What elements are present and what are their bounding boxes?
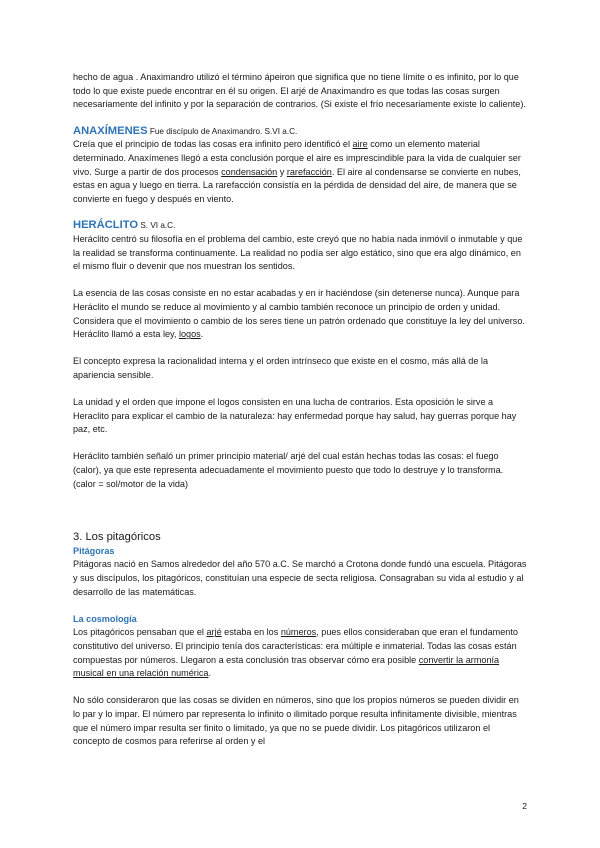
cosmologia-title: La cosmología [73,613,137,624]
pitagoras-title: Pitágoras [73,545,115,556]
anaximenes-name: ANAXÍMENES [73,124,148,137]
cosmologia-paragraph: Los pitagóricos pensaban que el arjé estaba en los números, pues ellos consideraban que eran el fundamento constitutivo del universo. El principio tenía dos características: era múltiple e inmaterial. Todas las cosas están compuestas por números. Llegaron a esta conclusión tras observar cómo era posible convertir la armonía musical en una relación numérica. [73,627,518,679]
anaximenes-heading [73,125,528,139]
heraclito-paragraph-3: El concepto expresa la racionalidad interna y el orden intrínseco que existe en el cosmo, más allá de la apariencia sensible. [73,356,489,380]
term-rarefaccion: rarefacción [286,166,332,177]
heraclito-paragraph-2: La esencia de las cosas consiste en no estar acabadas y en ir haciéndose (sin detenerse nunca). Aunque para Heráclito el mundo se reduce al movimiento y al cambio también reconoce un principio de orden y unidad. Considera que el movimiento o cambio de los seres tiene un patrón ordenado que constituye la ley del universo. Heráclito llamó a esta ley, logos. [73,288,525,340]
heraclito-paragraph-5: Heráclito también señaló un primer principio material/ arjé del cual están hechas todas las cosas: el fuego (calor), ya que este representa adecuadamente el movimiento puesto que todo lo destruye y lo transforma. (calor = sol/motor de la vida) [73,451,504,489]
page-number: 2 [522,801,527,811]
anaximenes-subtitle: Fue discípulo de Anaximandro. S.VI a.C. [147,126,298,136]
heraclito-paragraph-1: Heráclito centró su filosofía en el problema del cambio, este creyó que no había nada inmóvil o inmutable y que la realidad se transforma continuamente. La realidad no podía ser algo estático, sino que era algo dinámico, en el mismo fluir o devenir que nos muestran los sentidos. [73,233,523,272]
anaximenes-paragraph: Creía que el principio de todas las cosas era infinito pero identificó el aire como un elemento material determinado. Anaxímenes llegó a esta conclusión porque el aire es imprescindible para la vida de cualquier ser vivo. Surge a partir de dos procesos condensación y rarefacción. El aire al condensarse se convierte en nubes, estas en agua y luego en tierra. La rarefacción consistía en la pérdida de densidad del aire, de manera que se convierte en fuego y después en viento. [73,139,521,204]
intro-paragraph: hecho de agua . Anaximandro utilizó el término ápeiron que significa que no tiene límite o es infinito, por lo que todo lo que existe puede encontrar en él su origen. El arjé de Anaximandro es que todas las cosas surgen necesariamente del infinito y por la separación de contrarios. (Si existe el frío necesariamente existe lo caliente). [73,72,526,110]
section-heading-pitagoricos: 3. Los pitagóricos [73,531,161,544]
term-condensacion: condensación [221,166,278,177]
term-arje: arjé [206,627,222,638]
heraclito-paragraph-4: La unidad y el orden que impone el logos consisten en una lucha de contrarios. Esta oposición le sirve a Heraclito para explicar el cambio de la naturaleza: hay enfermedad porque hay salud, hay guerras porque hay paz, etc. [73,397,517,435]
page-content [73,71,528,749]
term-armonia: convertir la armonía musical en una relación numérica [73,654,500,679]
term-logos: logos [178,329,201,340]
cosmologia-paragraph-2: No sólo consideraron que las cosas se dividen en números, sino que los propios números se pueden dividir en lo par y lo impar. El número par representa lo infinito o ilimitado porque resulta infinitamente divisible, mientras que el número impar resulta ser finito o limitado, ya que no se puede dividir. Los pitagóricos utilizaron el concepto de cosmos para referirse al orden y el [73,695,519,747]
heraclito-name: HERÁCLITO [73,219,139,232]
heraclito-subtitle: S. VI a.C. [138,221,176,231]
pitagoras-paragraph: Pitágoras nació en Samos alrededor del año 570 a.C. Se marchó a Crotona donde fundó una escuela. Pitágoras y sus discípulos, los pitagóricos, constituían una especie de secta religiosa. Consagraban su vida al estudio y al desarrollo de las matemáticas. [73,559,527,597]
heraclito-heading [73,219,528,233]
term-numeros: números [280,627,317,638]
term-aire: aire [352,139,368,150]
